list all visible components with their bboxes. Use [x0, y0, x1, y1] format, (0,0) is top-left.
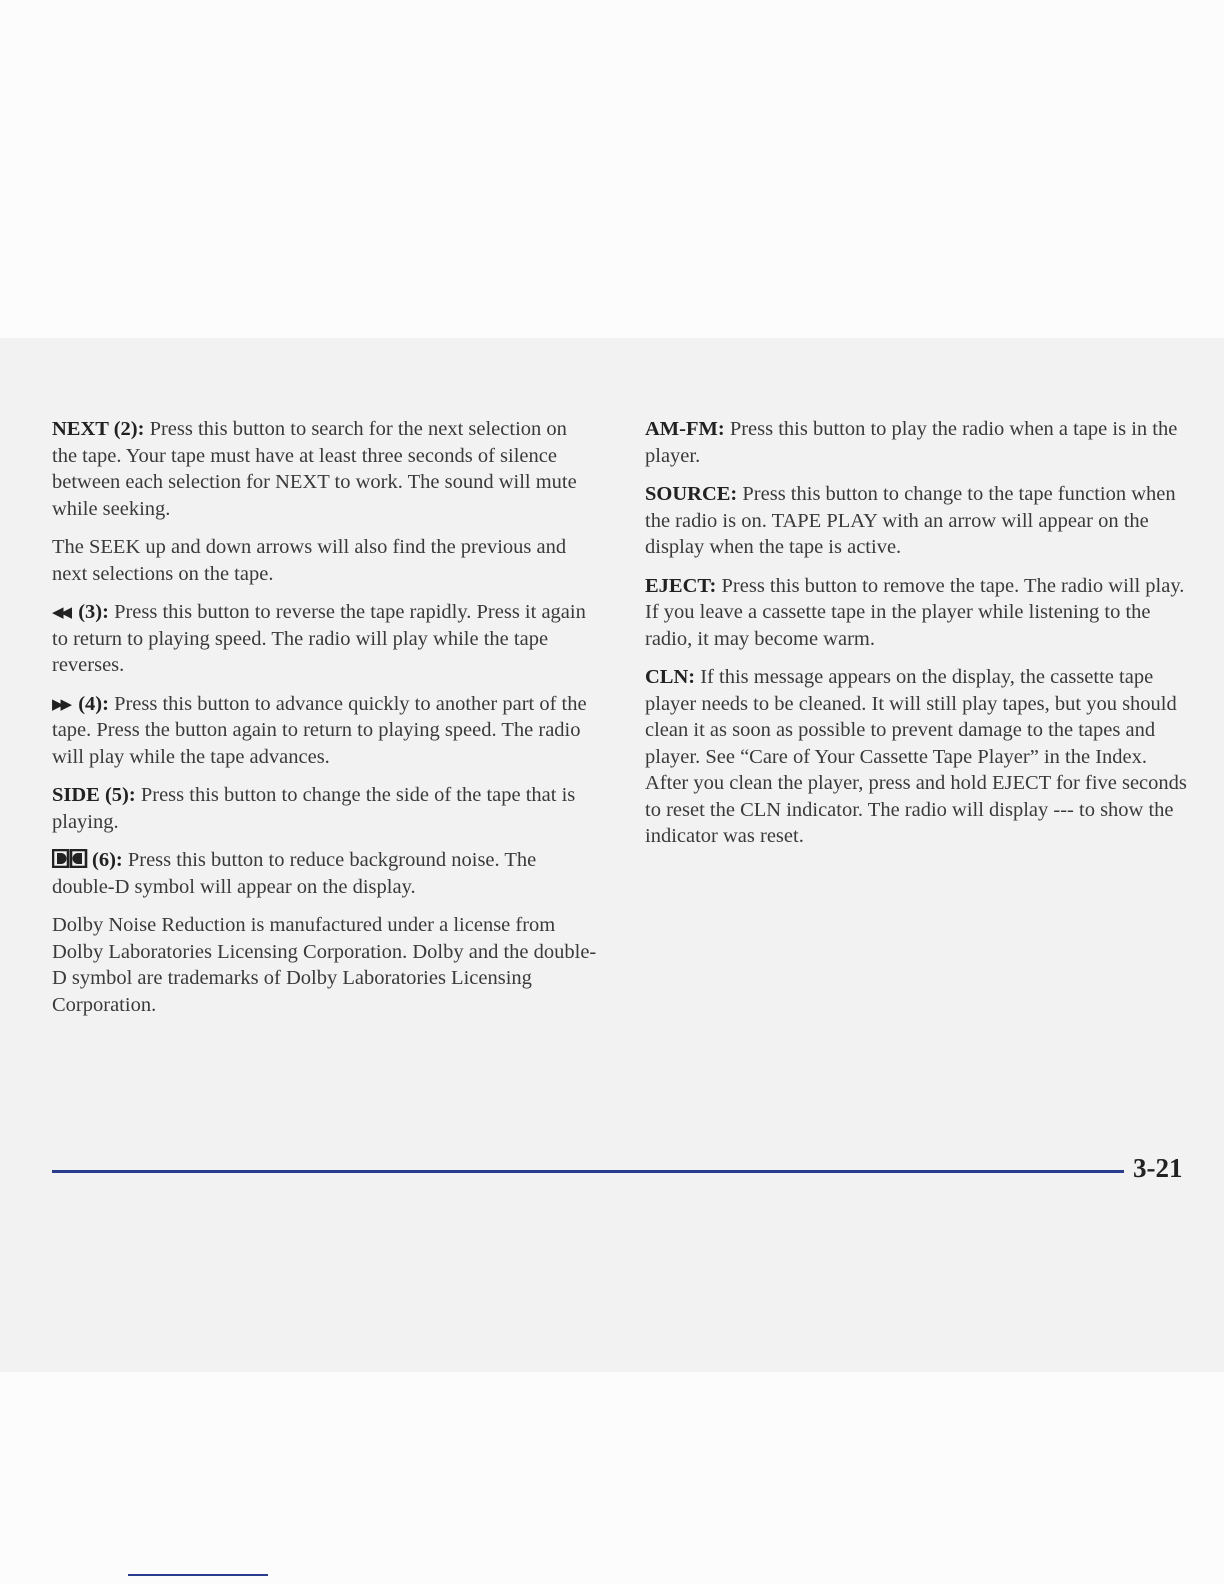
- fast-forward-icon: ▶▶: [52, 694, 70, 713]
- source-paragraph: [645, 481, 1193, 561]
- next-paragraph: [52, 416, 597, 522]
- seek-text: The SEEK up and down arrows will also find the previous and next selections on the tape.: [52, 536, 567, 585]
- rewind-text: Press this button to reverse the tape rapidly. Press it again to return to playing speed. The radio will play while the tape reverses.: [52, 601, 586, 676]
- source-text: Press this button to change to the tape function when the radio is on. TAPE PLAY with an arrow will appear on the display when the tape is active.: [645, 483, 1176, 558]
- footer-rule: [52, 1170, 1124, 1173]
- am-fm-text: Press this button to play the radio when a tape is in the player.: [645, 418, 1178, 467]
- seek-paragraph: [52, 534, 597, 587]
- dolby-term: (6):: [92, 849, 123, 871]
- side-paragraph: [52, 782, 597, 835]
- right-column: [645, 416, 1193, 862]
- fast-forward-term: (4):: [78, 692, 109, 715]
- rewind-icon: ◀◀: [52, 603, 70, 621]
- dolby-text: Press this button to reduce background noise. The double-D symbol will appear on the display.: [52, 849, 537, 898]
- bottom-rule: [128, 1574, 268, 1576]
- dolby-license-text: Dolby Noise Reduction is manufactured under a license from Dolby Laboratories Licensing Corporation. Dolby and the double-D symbol are trademarks of Dolby Laboratories Licensing Corporation.: [52, 914, 597, 1016]
- fast-forward-text: Press this button to advance quickly to another part of the tape. Press the button again to return to playing speed. The radio will play while the tape advances.: [52, 692, 587, 768]
- left-column: [52, 416, 597, 1030]
- cln-text: If this message appears on the display, the cassette tape player needs to be cleaned. It will still play tapes, but you should clean it as soon as possible to prevent damage to the tapes and player. See “Care of Your Cassette Tape Player” in the Index. After you clean the player, press and hold EJECT for five seconds to reset the CLN indicator. The radio will display --- to show the indicator was reset.: [645, 666, 1187, 847]
- eject-term: EJECT:: [645, 574, 717, 597]
- cln-term: CLN:: [645, 666, 696, 688]
- fast-forward-paragraph: [52, 691, 597, 771]
- side-term: SIDE (5):: [52, 784, 136, 806]
- cln-paragraph: [645, 664, 1193, 850]
- am-fm-term: AM-FM:: [645, 418, 725, 440]
- next-term: NEXT (2):: [52, 418, 145, 440]
- dolby-paragraph: [52, 847, 597, 900]
- eject-text: Press this button to remove the tape. The radio will play. If you leave a cassette tape in the player while listening to the radio, it may become warm.: [645, 574, 1185, 650]
- am-fm-paragraph: [645, 416, 1193, 469]
- source-term: SOURCE:: [645, 483, 738, 505]
- dolby-license-paragraph: [52, 912, 597, 1018]
- rewind-term: (3):: [78, 601, 109, 623]
- rewind-paragraph: [52, 599, 597, 679]
- page-number: 3-21: [1133, 1153, 1183, 1183]
- dolby-double-d-icon: [52, 849, 88, 868]
- eject-paragraph: [645, 573, 1193, 653]
- side-text: Press this button to change the side of the tape that is playing.: [52, 784, 576, 833]
- next-text: Press this button to search for the next selection on the tape. Your tape must have at least three seconds of silence between each selection for NEXT to work. The sound will mute while seeking.: [52, 418, 577, 520]
